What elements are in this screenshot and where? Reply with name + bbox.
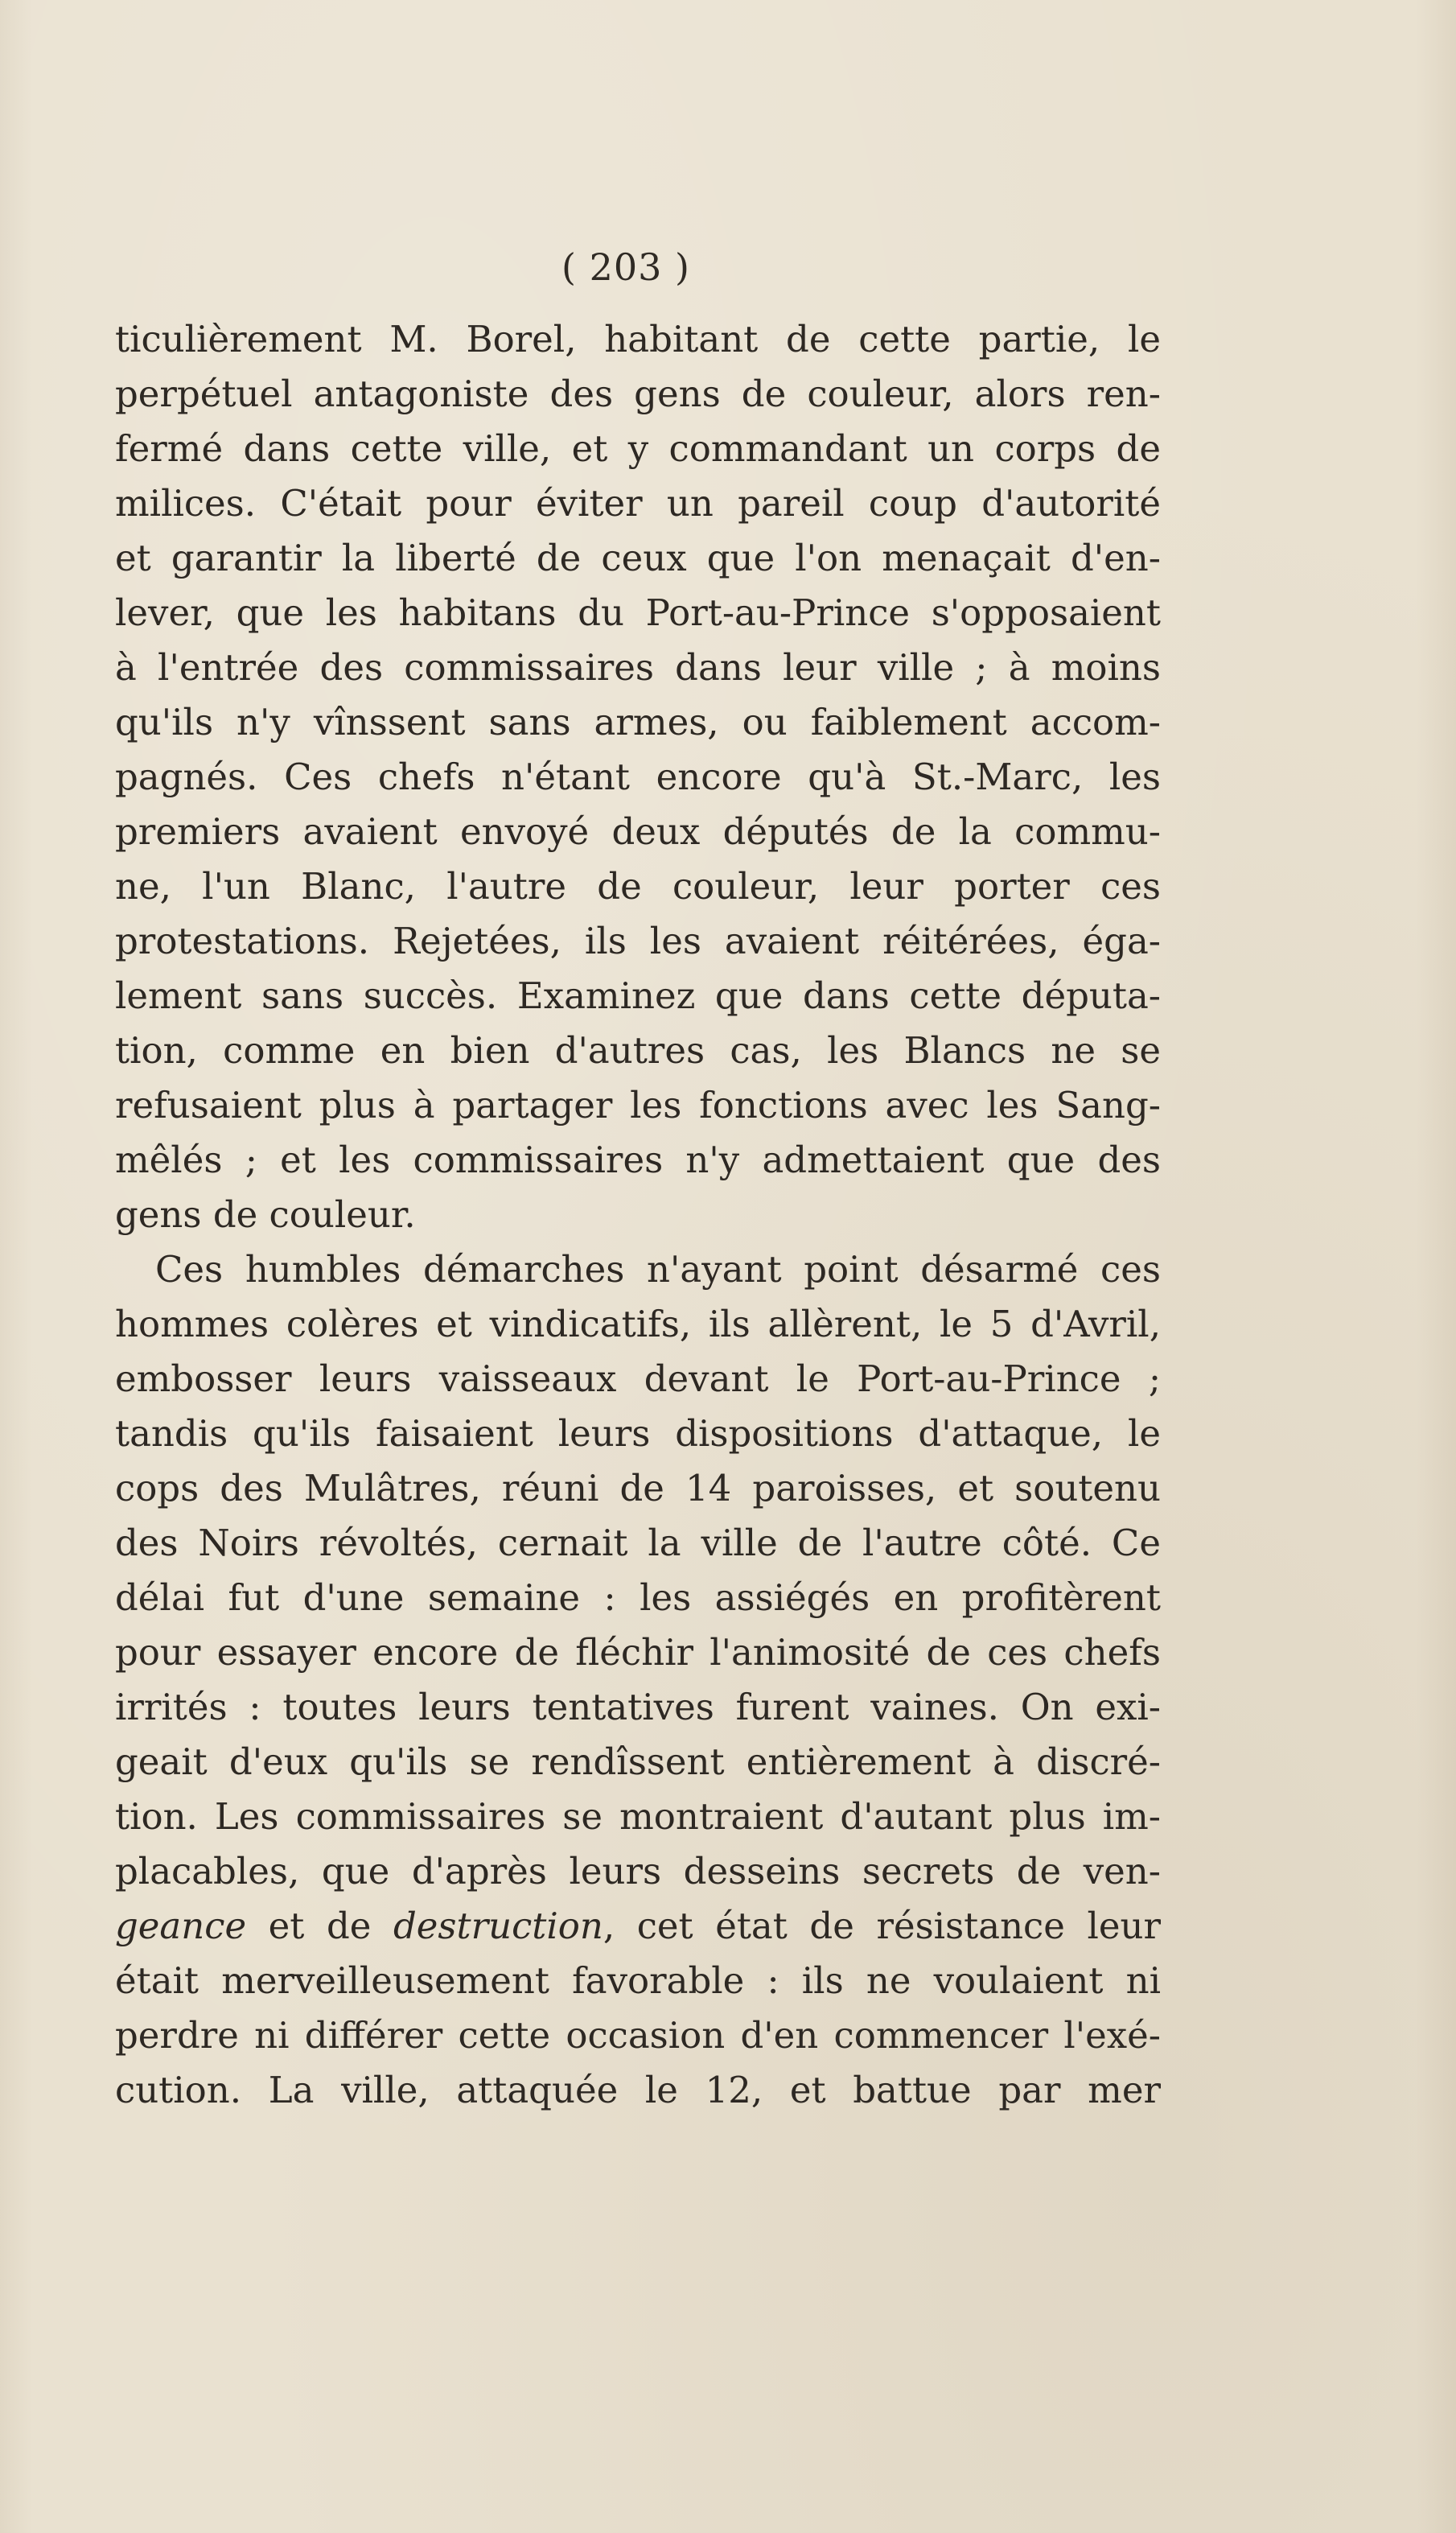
text-line: et garantir la liberté de ceux que l'on menaçait d'en-: [115, 537, 1161, 579]
text-fragment: et de: [246, 1905, 393, 1947]
text-line-with-italics: [115, 1899, 1161, 1954]
text-line: lement sans succès. Examinez que dans cette députa-: [115, 974, 1161, 1017]
text-line: milices. C'était pour éviter un pareil coup d'autorité: [115, 482, 1161, 525]
text-line: perdre ni différer cette occasion d'en commencer l'exé-: [115, 2014, 1161, 2057]
text-line: était merveilleusement favorable : ils ne voulaient ni: [115, 1959, 1161, 2002]
text-line: embosser leurs vaisseaux devant le Port-au-Prince ;: [115, 1357, 1161, 1400]
paragraph-end-line: gens de couleur.: [115, 1193, 416, 1236]
text-line: geait d'eux qu'ils se rendîssent entièrement à discré-: [115, 1740, 1161, 1783]
text-line: pagnés. Ces chefs n'étant encore qu'à St.-Marc, les: [115, 756, 1161, 798]
paragraph-start-line: Ces humbles démarches n'ayant point désarmé ces: [155, 1248, 1161, 1291]
text-line: tion. Les commissaires se montraient d'autant plus im-: [115, 1795, 1161, 1838]
text-line: tion, comme en bien d'autres cas, les Blancs ne se: [115, 1029, 1161, 1072]
body-text: [115, 312, 1161, 2118]
text-line: lever, que les habitans du Port-au-Prince s'opposaient: [115, 591, 1161, 634]
text-line: hommes colères et vindicatifs, ils allèrent, le 5 d'Avril,: [115, 1303, 1161, 1345]
italic-word: destruction: [393, 1905, 603, 1947]
text-line: mêlés ; et les commissaires n'y admettaient que des: [115, 1139, 1161, 1181]
text-line: protestations. Rejetées, ils les avaient réitérées, éga-: [115, 920, 1161, 962]
text-line: cution. La ville, attaquée le 12, et battue par mer: [115, 2069, 1161, 2111]
text-line: ticulièrement M. Borel, habitant de cette partie, le: [115, 318, 1161, 360]
text-line: qu'ils n'y vînssent sans armes, ou faiblement accom-: [115, 701, 1161, 743]
text-line: premiers avaient envoyé deux députés de la commu-: [115, 810, 1161, 853]
text-line: fermé dans cette ville, et y commandant un corps de: [115, 427, 1161, 470]
text-line: des Noirs révoltés, cernait la ville de l'autre côté. Ce: [115, 1522, 1161, 1564]
text-line: ne, l'un Blanc, l'autre de couleur, leur porter ces: [115, 865, 1161, 908]
italic-word: geance: [115, 1905, 247, 1947]
text-fragment: , cet état de résistance leur: [603, 1905, 1161, 1947]
text-line: tandis qu'ils faisaient leurs dispositions d'attaque, le: [115, 1412, 1161, 1455]
text-line: perpétuel antagoniste des gens de couleur, alors ren-: [115, 373, 1161, 415]
page-number: ( 203 ): [561, 245, 690, 289]
text-line: placables, que d'après leurs desseins secrets de ven-: [115, 1850, 1161, 1893]
text-line: refusaient plus à partager les fonctions avec les Sang-: [115, 1084, 1161, 1126]
text-line: pour essayer encore de fléchir l'animosité de ces chefs: [115, 1631, 1161, 1674]
text-line: cops des Mulâtres, réuni de 14 paroisses, et soutenu: [115, 1467, 1161, 1510]
text-line: irrités : toutes leurs tentatives furent vaines. On exi-: [115, 1686, 1161, 1728]
text-line: délai fut d'une semaine : les assiégés en profitèrent: [115, 1576, 1161, 1619]
text-line: à l'entrée des commissaires dans leur ville ; à moins: [115, 646, 1161, 689]
